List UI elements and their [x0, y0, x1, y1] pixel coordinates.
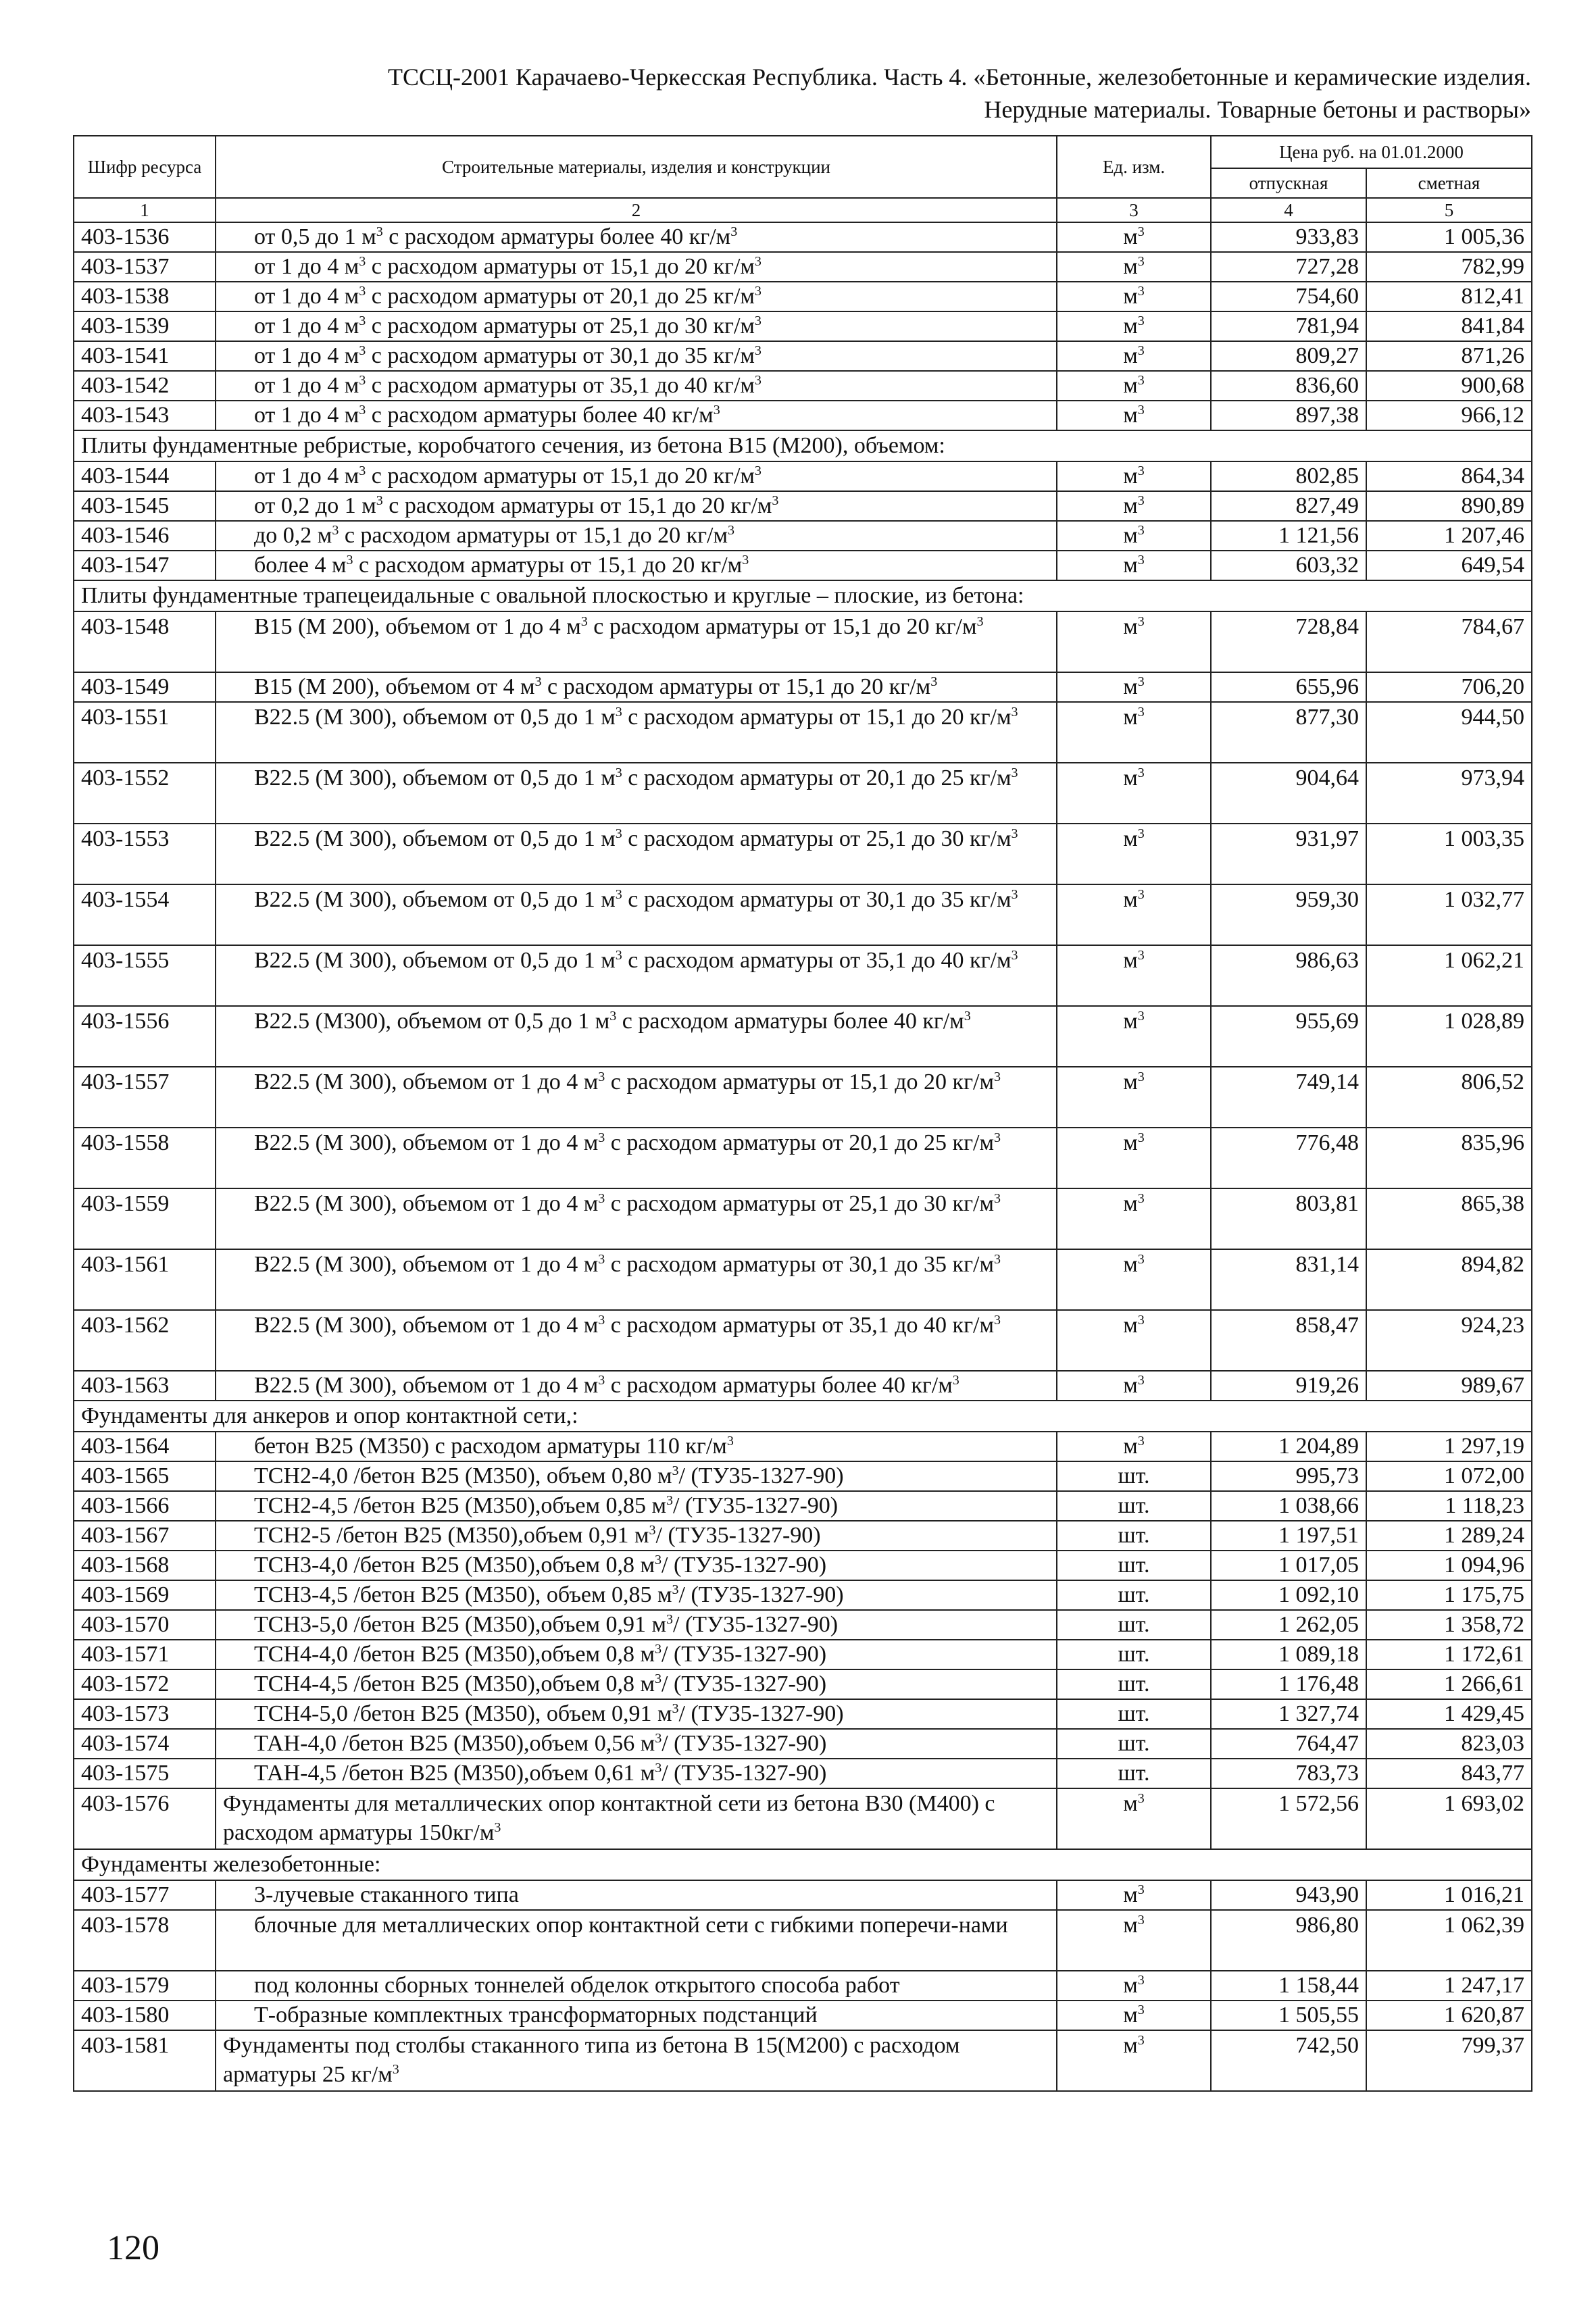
release-price: 1 176,48 [1211, 1669, 1366, 1699]
table-row [74, 1759, 1532, 1788]
release-price: 931,97 [1211, 824, 1366, 884]
estimate-price: 1 693,02 [1366, 1788, 1532, 1849]
estimate-price: 871,26 [1366, 341, 1532, 371]
unit-of-measure: $м^3$ [1057, 884, 1211, 945]
unit-of-measure: $м^3$ [1057, 611, 1211, 672]
resource-description: B22.5 (М 300), объемом от 0,5 до 1 $м^3$ с расходом арматуры от 15,1 до 20 $кг/м^3$ [216, 702, 1057, 763]
resource-code: 403-1562 [74, 1310, 216, 1371]
table-row [74, 491, 1532, 521]
estimate-price: 835,96 [1366, 1128, 1532, 1188]
resource-description: B22.5 (М 300), объемом от 1 до 4 $м^3$ с расходом арматуры от 35,1 до 40 $кг/м^3$ [216, 1310, 1057, 1371]
release-price: 803,81 [1211, 1188, 1366, 1249]
estimate-price: 1 005,36 [1366, 222, 1532, 252]
unit-of-measure: $м^3$ [1057, 222, 1211, 252]
unit-of-measure: $м^3$ [1057, 1880, 1211, 1910]
release-price: 904,64 [1211, 763, 1366, 824]
release-price: 742,50 [1211, 2030, 1366, 2091]
release-price: 959,30 [1211, 884, 1366, 945]
table-row [74, 824, 1532, 884]
estimate-price: 865,38 [1366, 1188, 1532, 1249]
estimate-price: 1 207,46 [1366, 521, 1532, 551]
unit-of-measure: шт. [1057, 1699, 1211, 1729]
release-price: 1 017,05 [1211, 1551, 1366, 1580]
unit-of-measure: шт. [1057, 1759, 1211, 1788]
unit-of-measure: $м^3$ [1057, 1910, 1211, 1971]
resource-code: 403-1549 [74, 672, 216, 702]
resource-code: 403-1538 [74, 282, 216, 311]
release-price: 781,94 [1211, 311, 1366, 341]
resource-code: 403-1537 [74, 252, 216, 282]
page-number: 120 [107, 2229, 159, 2267]
resource-description: ТСН3-4,0 /бетон B25 (М350),объем 0,8 $м^3/$ (ТУ35-1327-90) [216, 1551, 1057, 1580]
resource-code: 403-1570 [74, 1610, 216, 1640]
estimate-price: 1 062,39 [1366, 1910, 1532, 1971]
estimate-price: 841,84 [1366, 311, 1532, 341]
table-row [74, 1669, 1532, 1699]
release-price: 1 262,05 [1211, 1610, 1366, 1640]
resource-description: блочные для металлических опор контактной сети с гибкими поперечи-нами [216, 1910, 1057, 1971]
table-row [74, 1880, 1532, 1910]
unit-of-measure: шт. [1057, 1610, 1211, 1640]
resource-code: 403-1553 [74, 824, 216, 884]
resource-description: ТСН2-4,5 /бетон B25 (М350),объем 0,85 $м^3/$ (ТУ35-1327-90) [216, 1491, 1057, 1521]
document-title-line-2: Нерудные материалы. Товарные бетоны и растворы» [984, 96, 1531, 123]
resource-code: 403-1539 [74, 311, 216, 341]
release-price: 764,47 [1211, 1729, 1366, 1759]
estimate-price: 1 297,19 [1366, 1432, 1532, 1461]
resource-description: B22.5 (М 300), объемом от 1 до 4 $м^3$ с расходом арматуры от 20,1 до 25 $кг/м^3$ [216, 1128, 1057, 1188]
release-price: 1 505,55 [1211, 2001, 1366, 2030]
estimate-price: 1 289,24 [1366, 1521, 1532, 1551]
table-row [74, 1371, 1532, 1401]
estimate-price: 782,99 [1366, 252, 1532, 282]
estimate-price: 1 032,77 [1366, 884, 1532, 945]
column-number: 1 [74, 198, 216, 222]
resource-code: 403-1580 [74, 2001, 216, 2030]
resource-code: 403-1552 [74, 763, 216, 824]
resource-code: 403-1578 [74, 1910, 216, 1971]
resource-description: от 1 до 4 $м^3$ с расходом арматуры от 15,1 до 20 $кг/м^3$ [216, 252, 1057, 282]
table-row [74, 1310, 1532, 1371]
estimate-price: 649,54 [1366, 551, 1532, 580]
resource-code: 403-1572 [74, 1669, 216, 1699]
release-price: 802,85 [1211, 461, 1366, 491]
header-name: Строительные материалы, изделия и конструкции [216, 136, 1057, 198]
table-row [74, 1551, 1532, 1580]
header-code: Шифр ресурса [74, 136, 216, 198]
release-price: 603,32 [1211, 551, 1366, 580]
resource-description: 3-лучевые стаканного типа [216, 1880, 1057, 1910]
unit-of-measure: $м^3$ [1057, 672, 1211, 702]
resource-code: 403-1571 [74, 1640, 216, 1669]
unit-of-measure: $м^3$ [1057, 461, 1211, 491]
release-price: 1 092,10 [1211, 1580, 1366, 1610]
resource-description: B15 (М 200), объемом от 4 $м^3$ с расходом арматуры от 15,1 до 20 $кг/м^3$ [216, 672, 1057, 702]
table-row [74, 945, 1532, 1006]
column-number: 2 [216, 198, 1057, 222]
table-row [74, 672, 1532, 702]
table-row [74, 611, 1532, 672]
section-title: Плиты фундаментные трапецеидальные с овальной плоскостью и круглые – плоские, из бетона: [74, 580, 1532, 611]
unit-of-measure: $м^3$ [1057, 1971, 1211, 2001]
release-price: 728,84 [1211, 611, 1366, 672]
table-row [74, 2030, 1532, 2091]
unit-of-measure: $м^3$ [1057, 371, 1211, 401]
resource-description: B22.5 (М 300), объемом от 1 до 4 $м^3$ с расходом арматуры от 30,1 до 35 $кг/м^3$ [216, 1249, 1057, 1310]
resource-code: 403-1573 [74, 1699, 216, 1729]
resource-description: B22.5 (М300), объемом от 0,5 до 1 $м^3$ с расходом арматуры более 40 $кг/м^3$ [216, 1006, 1057, 1067]
table-row [74, 371, 1532, 401]
unit-of-measure: $м^3$ [1057, 401, 1211, 430]
estimate-price: 1 247,17 [1366, 1971, 1532, 2001]
table-row [74, 763, 1532, 824]
estimate-price: 1 266,61 [1366, 1669, 1532, 1699]
header-estimate-price: сметная [1366, 168, 1532, 198]
resource-description: ТСН3-4,5 /бетон B25 (М350), объем 0,85 $м^3/$ (ТУ35-1327-90) [216, 1580, 1057, 1610]
table-row [74, 282, 1532, 311]
estimate-price: 1 062,21 [1366, 945, 1532, 1006]
resource-description: от 1 до 4 $м^3$ с расходом арматуры от 15,1 до 20 $кг/м^3$ [216, 461, 1057, 491]
unit-of-measure: $м^3$ [1057, 702, 1211, 763]
unit-of-measure: шт. [1057, 1669, 1211, 1699]
resource-code: 403-1555 [74, 945, 216, 1006]
resource-description: ТСН4-4,5 /бетон B25 (М350),объем 0,8 $м^3/$ (ТУ35-1327-90) [216, 1669, 1057, 1699]
estimate-price: 1 072,00 [1366, 1461, 1532, 1491]
unit-of-measure: $м^3$ [1057, 521, 1211, 551]
resource-code: 403-1581 [74, 2030, 216, 2091]
estimate-price: 900,68 [1366, 371, 1532, 401]
release-price: 776,48 [1211, 1128, 1366, 1188]
resource-code: 403-1544 [74, 461, 216, 491]
estimate-price: 1 094,96 [1366, 1551, 1532, 1580]
table-row [74, 1729, 1532, 1759]
estimate-price: 784,67 [1366, 611, 1532, 672]
resource-code: 403-1536 [74, 222, 216, 252]
resource-code: 403-1575 [74, 1759, 216, 1788]
resource-description: от 0,2 до 1 $м^3$ с расходом арматуры от 15,1 до 20 $кг/м^3$ [216, 491, 1057, 521]
unit-of-measure: $м^3$ [1057, 311, 1211, 341]
resource-description: B22.5 (М 300), объемом от 0,5 до 1 $м^3$ с расходом арматуры от 30,1 до 35 $кг/м^3$ [216, 884, 1057, 945]
release-price: 1 204,89 [1211, 1432, 1366, 1461]
estimate-price: 799,37 [1366, 2030, 1532, 2091]
unit-of-measure: шт. [1057, 1640, 1211, 1669]
table-row [74, 1249, 1532, 1310]
release-price: 943,90 [1211, 1880, 1366, 1910]
estimate-price: 812,41 [1366, 282, 1532, 311]
estimate-price: 1 016,21 [1366, 1880, 1532, 1910]
section-title: Плиты фундаментные ребристые, коробчатого сечения, из бетона B15 (М200), объемом: [74, 430, 1532, 461]
section-title: Фундаменты железобетонные: [74, 1849, 1532, 1880]
resource-code: 403-1542 [74, 371, 216, 401]
resource-description: от 1 до 4 $м^3$ с расходом арматуры от 20,1 до 25 $кг/м^3$ [216, 282, 1057, 311]
table-row [74, 1461, 1532, 1491]
release-price: 749,14 [1211, 1067, 1366, 1128]
release-price: 831,14 [1211, 1249, 1366, 1310]
estimate-price: 706,20 [1366, 672, 1532, 702]
resource-code: 403-1546 [74, 521, 216, 551]
unit-of-measure: $м^3$ [1057, 1128, 1211, 1188]
estimate-price: 989,67 [1366, 1371, 1532, 1401]
resource-description: ТСН4-5,0 /бетон B25 (М350), объем 0,91 $м^3/$ (ТУ35-1327-90) [216, 1699, 1057, 1729]
unit-of-measure: $м^3$ [1057, 2001, 1211, 2030]
resource-description: Фундаменты под столбы стаканного типа из бетона B 15(М200) с расходом арматуры 25 $кг/м^3$ [216, 2030, 1057, 2091]
header-price-group: Цена руб. на 01.01.2000 [1211, 136, 1532, 168]
resource-code: 403-1557 [74, 1067, 216, 1128]
unit-of-measure: $м^3$ [1057, 252, 1211, 282]
release-price: 897,38 [1211, 401, 1366, 430]
resource-code: 403-1559 [74, 1188, 216, 1249]
unit-of-measure: $м^3$ [1057, 1006, 1211, 1067]
table-row [74, 1610, 1532, 1640]
table-row [74, 1188, 1532, 1249]
section-row [74, 430, 1532, 461]
release-price: 986,63 [1211, 945, 1366, 1006]
table-row [74, 884, 1532, 945]
section-row [74, 580, 1532, 611]
table-body [74, 222, 1532, 2091]
release-price: 1 089,18 [1211, 1640, 1366, 1669]
resource-description: B15 (М 200), объемом от 1 до 4 $м^3$ с расходом арматуры от 15,1 до 20 $кг/м^3$ [216, 611, 1057, 672]
table-row [74, 1788, 1532, 1849]
unit-of-measure: $м^3$ [1057, 282, 1211, 311]
unit-of-measure: шт. [1057, 1521, 1211, 1551]
resource-code: 403-1567 [74, 1521, 216, 1551]
table-row [74, 252, 1532, 282]
resource-description: B22.5 (М 300), объемом от 0,5 до 1 $м^3$ с расходом арматуры от 35,1 до 40 $кг/м^3$ [216, 945, 1057, 1006]
resource-description: B22.5 (М 300), объемом от 1 до 4 $м^3$ с расходом арматуры от 15,1 до 20 $кг/м^3$ [216, 1067, 1057, 1128]
estimate-price: 973,94 [1366, 763, 1532, 824]
header-unit: Ед. изм. [1057, 136, 1211, 198]
table-row [74, 521, 1532, 551]
release-price: 858,47 [1211, 1310, 1366, 1371]
price-table [73, 135, 1532, 2092]
unit-of-measure: $м^3$ [1057, 551, 1211, 580]
release-price: 836,60 [1211, 371, 1366, 401]
estimate-price: 1 175,75 [1366, 1580, 1532, 1610]
table-row [74, 1128, 1532, 1188]
resource-description: B22.5 (М 300), объемом от 1 до 4 $м^3$ с расходом арматуры от 25,1 до 30 $кг/м^3$ [216, 1188, 1057, 1249]
table-row [74, 702, 1532, 763]
release-price: 986,80 [1211, 1910, 1366, 1971]
release-price: 1 121,56 [1211, 521, 1366, 551]
estimate-price: 864,34 [1366, 461, 1532, 491]
unit-of-measure: шт. [1057, 1491, 1211, 1521]
resource-description: Фундаменты для металлических опор контактной сети из бетона B30 (М400) с расходом арматуры $150кг/м^3$ [216, 1788, 1057, 1849]
estimate-price: 944,50 [1366, 702, 1532, 763]
resource-description: B22.5 (М 300), объемом от 0,5 до 1 $м^3$ с расходом арматуры от 20,1 до 25 $кг/м^3$ [216, 763, 1057, 824]
release-price: 919,26 [1211, 1371, 1366, 1401]
resource-description: от 1 до 4 $м^3$ с расходом арматуры от 25,1 до 30 $кг/м^3$ [216, 311, 1057, 341]
unit-of-measure: $м^3$ [1057, 1371, 1211, 1401]
resource-code: 403-1556 [74, 1006, 216, 1067]
resource-code: 403-1568 [74, 1551, 216, 1580]
resource-description: ТСН2-4,0 /бетон B25 (М350), объем 0,80 $м^3/$ (ТУ35-1327-90) [216, 1461, 1057, 1491]
table-row [74, 1640, 1532, 1669]
table-row [74, 1580, 1532, 1610]
release-price: 827,49 [1211, 491, 1366, 521]
table-row [74, 401, 1532, 430]
document-title-line-1: ТССЦ-2001 Карачаево-Черкесская Республика. Часть 4. «Бетонные, железобетонные и керамические изделия. [387, 64, 1531, 91]
release-price: 655,96 [1211, 672, 1366, 702]
unit-of-measure: $м^3$ [1057, 1310, 1211, 1371]
table-row [74, 1699, 1532, 1729]
release-price: 783,73 [1211, 1759, 1366, 1788]
release-price: 877,30 [1211, 702, 1366, 763]
resource-code: 403-1541 [74, 341, 216, 371]
estimate-price: 1 172,61 [1366, 1640, 1532, 1669]
resource-description: ТАН-4,0 /бетон B25 (М350),объем 0,56 $м^3/$ (ТУ35-1327-90) [216, 1729, 1057, 1759]
estimate-price: 806,52 [1366, 1067, 1532, 1128]
resource-description: от 0,5 до 1 $м^3$ с расходом арматуры более 40 $кг/м^3$ [216, 222, 1057, 252]
resource-description: от 1 до 4 $м^3$ с расходом арматуры от 35,1 до 40 $кг/м^3$ [216, 371, 1057, 401]
column-number: 5 [1366, 198, 1532, 222]
resource-code: 403-1577 [74, 1880, 216, 1910]
resource-description: Т-образные комплектных трансформаторных подстанций [216, 2001, 1057, 2030]
estimate-price: 924,23 [1366, 1310, 1532, 1371]
resource-code: 403-1564 [74, 1432, 216, 1461]
unit-of-measure: $м^3$ [1057, 2030, 1211, 2091]
resource-code: 403-1558 [74, 1128, 216, 1188]
release-price: 1 158,44 [1211, 1971, 1366, 2001]
release-price: 955,69 [1211, 1006, 1366, 1067]
resource-code: 403-1554 [74, 884, 216, 945]
resource-code: 403-1565 [74, 1461, 216, 1491]
table-row [74, 1971, 1532, 2001]
unit-of-measure: $м^3$ [1057, 1188, 1211, 1249]
unit-of-measure: $м^3$ [1057, 1249, 1211, 1310]
unit-of-measure: $м^3$ [1057, 1432, 1211, 1461]
resource-code: 403-1563 [74, 1371, 216, 1401]
resource-description: ТСН4-4,0 /бетон B25 (М350),объем 0,8 $м^3/$ (ТУ35-1327-90) [216, 1640, 1057, 1669]
estimate-price: 966,12 [1366, 401, 1532, 430]
resource-description: более 4 $м^3$ с расходом арматуры от 15,1 до 20 $кг/м^3$ [216, 551, 1057, 580]
estimate-price: 1 358,72 [1366, 1610, 1532, 1640]
release-price: 754,60 [1211, 282, 1366, 311]
resource-code: 403-1545 [74, 491, 216, 521]
estimate-price: 1 429,45 [1366, 1699, 1532, 1729]
release-price: 995,73 [1211, 1461, 1366, 1491]
resource-description: бетон B25 (М350) с расходом арматуры 110 $кг/м^3$ [216, 1432, 1057, 1461]
release-price: 1 572,56 [1211, 1788, 1366, 1849]
table-row [74, 341, 1532, 371]
release-price: 1 327,74 [1211, 1699, 1366, 1729]
resource-description: под колонны сборных тоннелей обделок открытого способа работ [216, 1971, 1057, 2001]
release-price: 933,83 [1211, 222, 1366, 252]
release-price: 809,27 [1211, 341, 1366, 371]
resource-code: 403-1574 [74, 1729, 216, 1759]
unit-of-measure: $м^3$ [1057, 1067, 1211, 1128]
resource-description: до 0,2 $м^3$ с расходом арматуры от 15,1 до 20 $кг/м^3$ [216, 521, 1057, 551]
unit-of-measure: $м^3$ [1057, 341, 1211, 371]
column-number: 3 [1057, 198, 1211, 222]
unit-of-measure: шт. [1057, 1551, 1211, 1580]
table-row [74, 461, 1532, 491]
resource-code: 403-1543 [74, 401, 216, 430]
unit-of-measure: шт. [1057, 1729, 1211, 1759]
table-row [74, 2001, 1532, 2030]
header-release-price: отпускная [1211, 168, 1366, 198]
table-row [74, 1067, 1532, 1128]
resource-code: 403-1569 [74, 1580, 216, 1610]
table-row [74, 1432, 1532, 1461]
section-row [74, 1401, 1532, 1432]
table-row [74, 311, 1532, 341]
unit-of-measure: $м^3$ [1057, 763, 1211, 824]
unit-of-measure: шт. [1057, 1580, 1211, 1610]
release-price: 1 197,51 [1211, 1521, 1366, 1551]
estimate-price: 894,82 [1366, 1249, 1532, 1310]
unit-of-measure: $м^3$ [1057, 491, 1211, 521]
table-row [74, 222, 1532, 252]
release-price: 727,28 [1211, 252, 1366, 282]
resource-description: ТСН2-5 /бетон B25 (М350),объем 0,91 $м^3/$ (ТУ35-1327-90) [216, 1521, 1057, 1551]
resource-description: ТСН3-5,0 /бетон B25 (М350),объем 0,91 $м^3/$ (ТУ35-1327-90) [216, 1610, 1057, 1640]
resource-code: 403-1561 [74, 1249, 216, 1310]
table-row [74, 551, 1532, 580]
estimate-price: 823,03 [1366, 1729, 1532, 1759]
resource-code: 403-1551 [74, 702, 216, 763]
resource-code: 403-1566 [74, 1491, 216, 1521]
estimate-price: 1 118,23 [1366, 1491, 1532, 1521]
unit-of-measure: $м^3$ [1057, 824, 1211, 884]
resource-description: от 1 до 4 $м^3$ с расходом арматуры от 30,1 до 35 $кг/м^3$ [216, 341, 1057, 371]
resource-code: 403-1579 [74, 1971, 216, 2001]
table-row [74, 1910, 1532, 1971]
table-row [74, 1491, 1532, 1521]
unit-of-measure: шт. [1057, 1461, 1211, 1491]
resource-description: B22.5 (М 300), объемом от 1 до 4 $м^3$ с расходом арматуры более 40 $кг/м^3$ [216, 1371, 1057, 1401]
estimate-price: 1 620,87 [1366, 2001, 1532, 2030]
resource-code: 403-1548 [74, 611, 216, 672]
resource-description: B22.5 (М 300), объемом от 0,5 до 1 $м^3$ с расходом арматуры от 25,1 до 30 $кг/м^3$ [216, 824, 1057, 884]
estimate-price: 1 003,35 [1366, 824, 1532, 884]
resource-code: 403-1547 [74, 551, 216, 580]
estimate-price: 1 028,89 [1366, 1006, 1532, 1067]
table-row [74, 1521, 1532, 1551]
release-price: 1 038,66 [1211, 1491, 1366, 1521]
column-number: 4 [1211, 198, 1366, 222]
resource-description: от 1 до 4 $м^3$ с расходом арматуры более 40 $кг/м^3$ [216, 401, 1057, 430]
resource-description: ТАН-4,5 /бетон B25 (М350),объем 0,61 $м^3/$ (ТУ35-1327-90) [216, 1759, 1057, 1788]
section-row [74, 1849, 1532, 1880]
estimate-price: 890,89 [1366, 491, 1532, 521]
unit-of-measure: $м^3$ [1057, 1788, 1211, 1849]
estimate-price: 843,77 [1366, 1759, 1532, 1788]
section-title: Фундаменты для анкеров и опор контактной сети,: [74, 1401, 1532, 1432]
resource-code: 403-1576 [74, 1788, 216, 1849]
unit-of-measure: $м^3$ [1057, 945, 1211, 1006]
table-row [74, 1006, 1532, 1067]
